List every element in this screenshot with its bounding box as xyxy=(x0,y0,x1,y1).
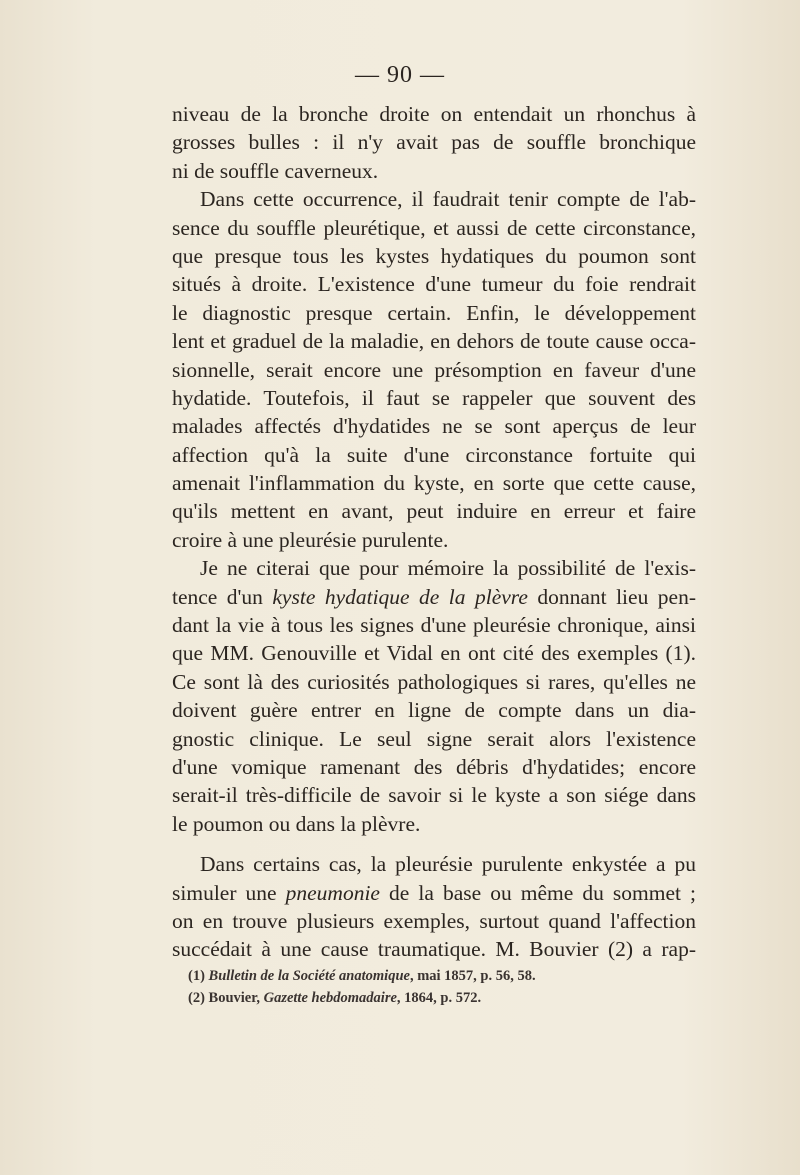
text-line: Dans certains cas, la pleurésie purulente enkystée a pu xyxy=(200,852,696,877)
text-line: sionnelle, serait encore une présomption en faveur d'une xyxy=(172,357,696,382)
text-line: le poumon ou dans la plèvre. xyxy=(172,811,421,836)
body-text xyxy=(172,100,696,964)
text-line: que MM. Genouville et Vidal en ont cité des exemples (1). xyxy=(172,641,696,666)
page-number: — 90 — xyxy=(355,62,445,88)
text-line: Ce sont là des curiosités pathologiques si rares, qu'elles ne xyxy=(172,669,696,694)
text-line: croire à une pleurésie purulente. xyxy=(172,527,449,552)
paragraph-gap xyxy=(172,838,696,850)
footnote-1: (1) Bulletin de la Société anatomique, mai 1857, p. 56, 58. xyxy=(188,968,536,984)
text-line: Je ne citerai que pour mémoire la possibilité de l'exis- xyxy=(200,556,696,581)
text-line: malades affectés d'hydatides ne se sont aperçus de leur xyxy=(172,414,696,439)
text-line: dant la vie à tous les signes d'une pleurésie chronique, ainsi xyxy=(172,613,696,638)
text-line: sence du souffle pleurétique, et aussi de cette circonstance, xyxy=(172,215,696,240)
footnotes xyxy=(188,965,708,1009)
text-line: hydatide. Toutefois, il faut se rappeler que souvent des xyxy=(172,385,696,410)
text-line: succédait à une cause traumatique. M. Bouvier (2) a rap- xyxy=(172,937,696,962)
text-line: le diagnostic presque certain. Enfin, le développement xyxy=(172,300,696,325)
text-line: serait-il très-difficile de savoir si le kyste a son siége dans xyxy=(172,783,696,808)
text-line: niveau de la bronche droite on entendait un rhonchus à xyxy=(172,102,696,126)
text-line: situés à droite. L'existence d'une tumeur du foie rendrait xyxy=(172,272,696,297)
text-line: ni de souffle caverneux. xyxy=(172,158,379,183)
text-line: qu'ils mettent en avant, peut induire en erreur et faire xyxy=(172,499,696,524)
footnote-2: (2) Bouvier, Gazette hebdomadaire, 1864, p. 572. xyxy=(188,990,482,1006)
text-line: tence d'un kyste hydatique de la plèvre donnant lieu pen- xyxy=(172,584,696,609)
text-line: que presque tous les kystes hydatiques du poumon sont xyxy=(172,243,696,268)
text-line: gnostic clinique. Le seul signe serait alors l'existence xyxy=(172,726,696,751)
text-line: lent et graduel de la maladie, en dehors de toute cause occa- xyxy=(172,329,696,354)
text-line: affection qu'à la suite d'une circonstance fortuite qui xyxy=(172,442,696,467)
text-line: simuler une pneumonie de la base ou même du sommet ; xyxy=(172,880,696,905)
text-line: on en trouve plusieurs exemples, surtout quand l'affection xyxy=(172,908,696,933)
text-line: grosses bulles : il n'y avait pas de souffle bronchique xyxy=(172,130,696,155)
text-line: doivent guère entrer en ligne de compte dans un dia- xyxy=(172,698,696,723)
text-line: Dans cette occurrence, il faudrait tenir compte de l'ab- xyxy=(200,187,696,212)
text-line: amenait l'inflammation du kyste, en sorte que cette cause, xyxy=(172,471,696,496)
text-line: d'une vomique ramenant des débris d'hydatides; encore xyxy=(172,754,696,779)
